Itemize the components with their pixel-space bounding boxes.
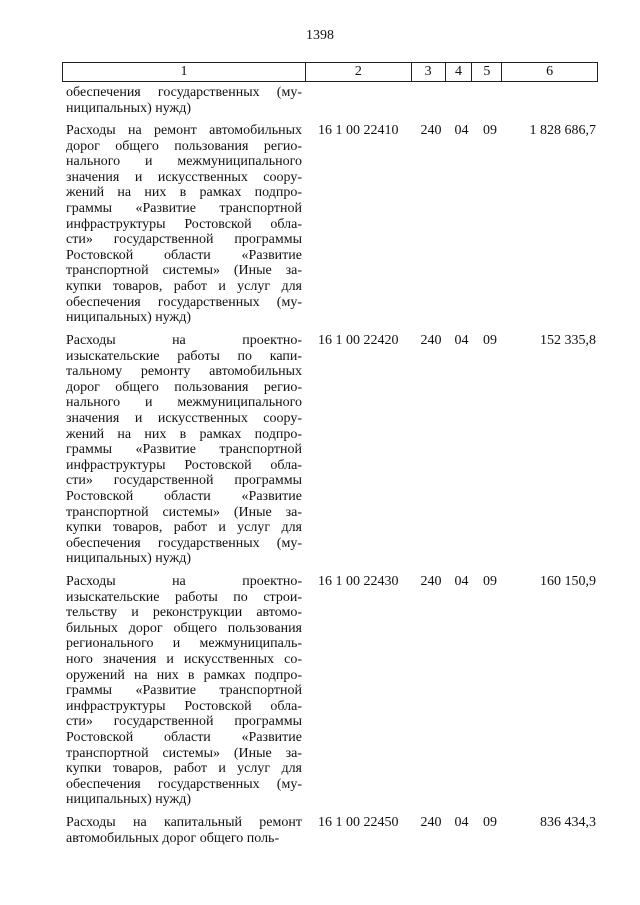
subsection: 09 xyxy=(483,123,497,138)
description-line: регионального и межмуниципаль- xyxy=(66,636,302,652)
description-line: инфраструктуры Ростовской обла- xyxy=(66,457,302,473)
description-line: транспортной системы» (Иные за- xyxy=(66,504,302,520)
description-line: сти» государственной программы xyxy=(66,473,302,489)
page-number: 1398 xyxy=(306,28,334,43)
description-line: оружений на них в рамках подпро- xyxy=(66,667,302,683)
expense-type: 240 xyxy=(420,815,442,830)
description-line: обеспечения государственных (му- xyxy=(66,535,302,551)
row-description xyxy=(66,123,302,326)
target-code: 16 1 00 22450 xyxy=(318,815,399,830)
expense-type: 240 xyxy=(420,574,442,589)
description-line: бильных дорог общего пользования xyxy=(66,620,302,636)
section: 04 xyxy=(454,815,469,830)
target-code: 16 1 00 22430 xyxy=(318,574,399,589)
description-line: Ростовской области «Развитие xyxy=(66,488,302,504)
description-line: автомобильных дорог общего поль- xyxy=(66,830,280,846)
description-line: обеспечения государственных (му- xyxy=(66,294,302,310)
description-line: транспортной системы» (Иные за- xyxy=(66,263,302,279)
row-description xyxy=(66,333,302,567)
description-line: граммы «Развитие транспортной xyxy=(66,442,302,458)
description-line: транспортной системы» (Иные за- xyxy=(66,745,302,761)
description-line: дорог общего пользования регио- xyxy=(66,379,302,395)
column-header-6: 6 xyxy=(546,64,554,79)
section: 04 xyxy=(454,574,469,589)
description-line: инфраструктуры Ростовской обла- xyxy=(66,698,302,714)
row-description xyxy=(66,815,302,846)
column-header-5: 5 xyxy=(472,63,502,81)
description-line: граммы «Развитие транспортной xyxy=(66,683,302,699)
target-code: 16 1 00 22410 xyxy=(318,123,399,138)
amount: 1 828 686,7 xyxy=(529,123,596,138)
description-line: купки товаров, работ и услуг для xyxy=(66,520,302,536)
description-line: Расходы на капитальный ремонт xyxy=(66,815,302,830)
column-header-1: 1 xyxy=(63,63,306,81)
description-line: нального и межмуниципального xyxy=(66,395,302,411)
description-line: значения и искусственных соору- xyxy=(66,169,302,185)
description-line: граммы «Развитие транспортной xyxy=(66,200,302,216)
description-line: сти» государственной программы xyxy=(66,232,302,248)
amount: 152 335,8 xyxy=(540,333,596,348)
description-line: изыскательские работы по строи- xyxy=(66,589,302,605)
row-description xyxy=(66,574,302,808)
description-line: Расходы на проектно- xyxy=(66,333,302,348)
subsection: 09 xyxy=(483,574,497,589)
description-line: ниципальных) нужд) xyxy=(66,551,191,567)
column-header-4: 4 xyxy=(446,63,473,81)
description-line: ниципальных) нужд) xyxy=(66,100,191,116)
description-line: изыскательские работы по капи- xyxy=(66,348,302,364)
description-line: ниципальных) нужд) xyxy=(66,792,191,808)
description-line: Расходы на ремонт автомобильных xyxy=(66,123,302,138)
description-line: Расходы на проектно- xyxy=(66,574,302,589)
target-code: 16 1 00 22420 xyxy=(318,333,399,348)
description-line: сти» государственной программы xyxy=(66,714,302,730)
subsection: 09 xyxy=(483,815,497,830)
description-line: Ростовской области «Развитие xyxy=(66,247,302,263)
description-line: обеспечения государственных (му- xyxy=(66,776,302,792)
description-line: нального и межмуниципального xyxy=(66,154,302,170)
section: 04 xyxy=(454,333,469,348)
expense-type: 240 xyxy=(420,333,442,348)
description-line: купки товаров, работ и услуг для xyxy=(66,278,302,294)
description-line: тальному ремонту автомобильных xyxy=(66,364,302,380)
description-line: дорог общего пользования регио- xyxy=(66,138,302,154)
description-line: тельству и реконструкции автомо- xyxy=(66,605,302,621)
amount: 160 150,9 xyxy=(540,574,596,589)
description-line: ниципальных) нужд) xyxy=(66,310,191,326)
section: 04 xyxy=(454,123,469,138)
table-header xyxy=(62,62,598,82)
description-line: обеспечения государственных (му- xyxy=(66,85,302,100)
description-line: купки товаров, работ и услуг для xyxy=(66,761,302,777)
description-line: жений на них в рамках подпро- xyxy=(66,185,302,201)
description-line: значения и искусственных соору- xyxy=(66,410,302,426)
description-line: ного значения и искусственных со- xyxy=(66,651,302,667)
description-line: жений на них в рамках подпро- xyxy=(66,426,302,442)
row-description xyxy=(66,85,302,116)
column-header-2: 2 xyxy=(306,63,412,81)
amount: 836 434,3 xyxy=(540,815,596,830)
column-header-3: 3 xyxy=(412,63,446,81)
description-line: Ростовской области «Развитие xyxy=(66,729,302,745)
description-line: инфраструктуры Ростовской обла- xyxy=(66,216,302,232)
subsection: 09 xyxy=(483,333,497,348)
expense-type: 240 xyxy=(420,123,442,138)
